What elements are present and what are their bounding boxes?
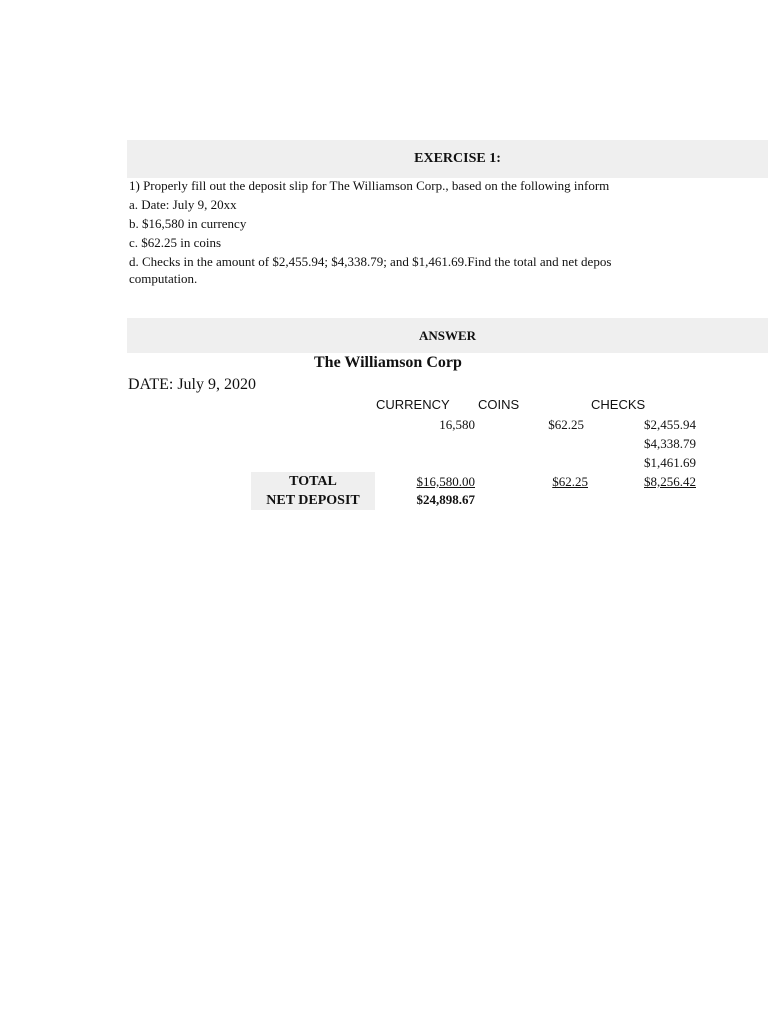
check-amount-3: $1,461.69 [644,455,696,470]
net-deposit-value: $24,898.67 [416,492,475,507]
check-amount-1: $2,455.94 [644,417,696,432]
exercise-instruction: 1) Properly fill out the deposit slip for The Williamson Corp., based on the following inform [129,178,610,193]
deposit-date: DATE: July 9, 2020 [128,376,256,393]
coins-amount: $62.25 [548,417,584,432]
check-amount-2: $4,338.79 [644,436,696,451]
exercise-title: EXERCISE 1: [414,151,501,166]
answer-title: ANSWER [418,327,477,343]
exercise-header-band [127,140,768,178]
currency-amount: 16,580 [439,417,475,432]
answer-header-band [127,318,768,353]
total-currency: $16,580.00 [416,474,475,489]
net-deposit-label: NET DEPOSIT [251,491,375,510]
company-name: The Williamson Corp [314,354,462,371]
exercise-item-c: c. $62.25 in coins [129,235,222,250]
column-header-coins: COINS [478,397,520,412]
column-header-checks: CHECKS [591,397,646,412]
exercise-item-d-continued: computation. [129,271,198,286]
total-coins: $62.25 [552,474,588,489]
exercise-item-b: b. $16,580 in currency [129,216,247,231]
exercise-item-d: d. Checks in the amount of $2,455.94; $4,338.79; and $1,461.69.Find the total and net depos [129,254,612,269]
total-checks: $8,256.42 [644,474,696,489]
exercise-item-a: a. Date: July 9, 20xx [129,197,237,212]
column-header-currency: CURRENCY [376,397,450,412]
total-label: TOTAL [251,472,375,491]
